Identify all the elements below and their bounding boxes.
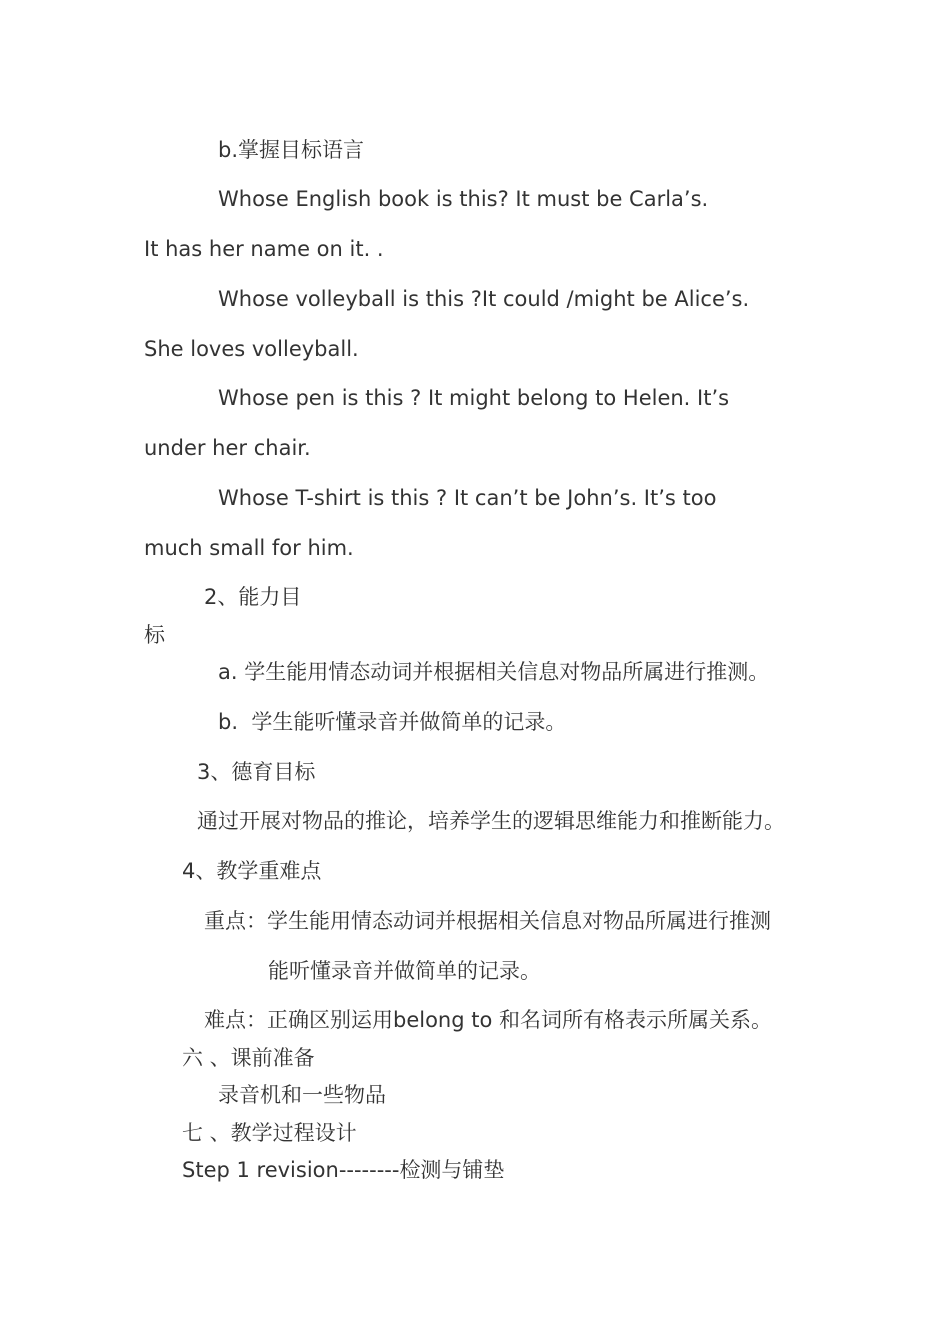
difficult-point-text: 难点：正确区别运用 [204,1008,393,1032]
example-sentence-1-cont: It has her name on it. . [144,237,384,261]
ability-item-a-prefix: a. [218,660,245,684]
section-seven-heading: 七 、教学过程设计 [182,1121,357,1145]
key-point-main-cont: 能听懂录音并做简单的记录。 [268,959,541,983]
section-six-body: 录音机和一些物品 [218,1083,386,1107]
objective-b-heading [218,136,364,164]
objective-b-prefix: b. [218,138,239,162]
example-sentence-3: Whose pen is this ? It might belong to Helen. It’s [218,386,730,410]
example-sentence-2: Whose volleyball is this ?It could /might be Alice’s. [218,287,750,311]
step-1-heading [182,1156,504,1184]
example-sentence-4-cont: much small for him. [144,536,354,560]
ability-item-a [218,658,769,686]
moral-objective-text: 、德育目标 [210,760,316,784]
section-six-heading: 六 、课前准备 [182,1046,315,1070]
ability-item-b-text: 学生能听懂录音并做简单的记录。 [251,710,567,734]
objective-b-text: 掌握目标语言 [238,138,365,162]
step-1-prefix: Step 1 revision-------- [182,1158,400,1182]
key-points-heading [182,857,321,885]
moral-objective-heading [197,758,315,786]
key-point-main: 重点：学生能用情态动词并根据相关信息对物品所属进行推测 [204,909,771,933]
key-points-number: 4 [182,859,196,883]
ability-item-b-prefix: b. [218,710,252,734]
step-1-text: 检测与铺垫 [399,1158,505,1182]
example-sentence-3-cont: under her chair. [144,436,311,460]
ability-objective-number: 2 [204,585,218,609]
difficult-point-suffix: 和名词所有格表示所属关系。 [492,1008,773,1032]
example-sentence-4: Whose T-shirt is this ? It can’t be John’s. It’s too [218,486,717,510]
example-sentence-2-cont: She loves volleyball. [144,337,359,361]
moral-objective-number: 3 [197,760,211,784]
difficult-point [204,1006,772,1034]
ability-objective-text: 、能力目 [217,585,302,609]
difficult-point-english: belong to [393,1008,493,1032]
ability-objective-heading [204,583,301,611]
key-points-text: 、教学重难点 [195,859,322,883]
moral-objective-body: 通过开展对物品的推论，培养学生的逻辑思维能力和推断能力。 [197,809,785,833]
ability-item-a-text: 学生能用情态动词并根据相关信息对物品所属进行推测。 [244,660,770,684]
ability-item-b [218,708,566,736]
example-sentence-1: Whose English book is this? It must be Carla’s. [218,187,709,211]
ability-objective-heading-cont: 标 [144,623,165,647]
